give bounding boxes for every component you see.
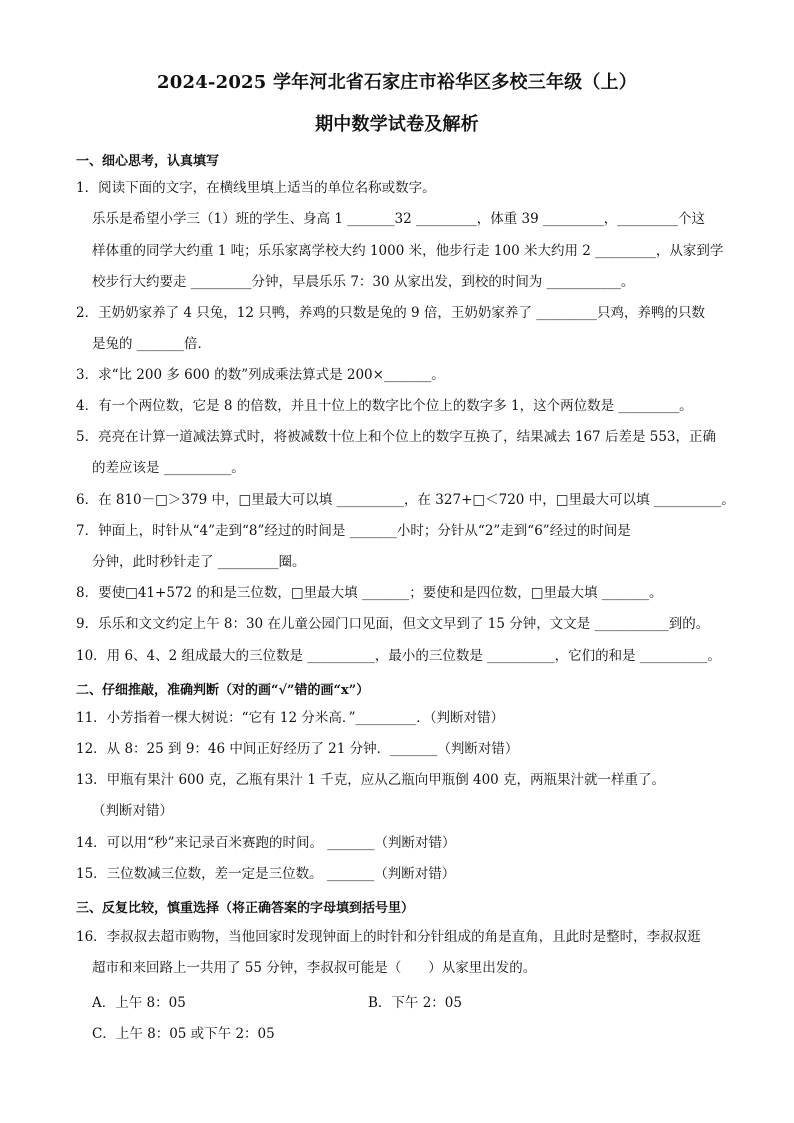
- question-3: 3．求“比 200 多 600 的数”列成乘法算式是 200×_______。: [76, 367, 445, 383]
- exam-title-line2: 期中数学试卷及解析: [315, 114, 479, 135]
- question-8: 8．要使□41+572 的和是三位数，□里最大填 _______；要使和是四位数，□里最大填 _______。: [76, 585, 663, 601]
- question-16-line-2: 超市和来回路上一共用了 55 分钟，李叔叔可能是（ ）从家里出发的。: [92, 960, 537, 976]
- question-7-line-1: 7．钟面上，时针从“4”走到“8”经过的时间是 _______小时；分针从“2”走到“6”经过的时间是: [76, 523, 631, 539]
- question-13-line-2: （判断对错）: [92, 803, 173, 819]
- section-heading-choice: 三、反复比较，慎重选择（将正确答案的字母填到括号里）: [76, 901, 415, 916]
- exam-title-line1: 2024-2025 学年河北省石家庄市裕华区多校三年级（上）: [157, 72, 637, 93]
- question-14: 14．可以用“秒”来记录百米赛跑的时间。 _______（判断对错）: [76, 835, 456, 851]
- question-1-line-1: 1．阅读下面的文字，在横线里填上适当的单位名称或数字。: [76, 180, 436, 196]
- section-heading-judgement: 二、仔细推敲，准确判断（对的画“√”错的画“x”）: [76, 683, 370, 698]
- question-2-line-1: 2．王奶奶家养了 4 只兔，12 只鸭，养鸡的只数是兔的 9 倍，王奶奶家养了 _________只鸡，养鸭的只数: [76, 305, 705, 321]
- section-heading-fill-in: 一、细心思考，认真填写: [76, 154, 220, 169]
- question-16-option-b: B．下午 2：05: [368, 995, 462, 1011]
- question-15: 15．三位数减三位数，差一定是三位数。 _______（判断对错）: [76, 866, 456, 882]
- question-1-line-4: 校步行大约要走 _________分钟，早晨乐乐 7：30 从家出发，到校的时间为 ___________。: [92, 274, 635, 290]
- question-7-line-2: 分钟，此时秒针走了 _________圈。: [92, 554, 306, 570]
- question-9: 9．乐乐和文文约定上午 8：30 在儿童公园门口见面，但文文早到了 15 分钟，文文是 ___________到的。: [76, 616, 710, 632]
- question-16-option-c: C．上午 8：05 或下午 2：05: [92, 1026, 275, 1042]
- question-5-line-1: 5．亮亮在计算一道减法算式时，将被减数十位上和个位上的数字互换了，结果减去 167 后差是 553，正确: [76, 429, 716, 445]
- question-13-line-1: 13．甲瓶有果汁 600 克，乙瓶有果汁 1 千克，应从乙瓶向甲瓶倒 400 克，两瓶果汁就一样重了。: [76, 772, 666, 788]
- question-16-line-1: 16．李叔叔去超市购物，当他回家时发现钟面上的时针和分针组成的角是直角，且此时是整时，李叔叔逛: [76, 929, 701, 945]
- question-16-option-a: A．上午 8：05: [92, 995, 186, 1011]
- question-5-line-2: 的差应该是 __________。: [92, 460, 245, 476]
- question-10: 10．用 6、4、2 组成最大的三位数是 __________，最小的三位数是 __________，它们的和是 __________。: [76, 648, 721, 664]
- question-6: 6．在 810－□＞379 中，□里最大可以填 __________，在 327+□＜720 中，□里最大可以填 __________。: [76, 492, 735, 508]
- question-11: 11．小芳指着一棵大树说：“它有 12 分米高．”_________．（判断对错）: [76, 710, 504, 726]
- question-12: 12．从 8：25 到 9：46 中间正好经历了 21 分钟．_______（判断对错）: [76, 741, 519, 757]
- question-4: 4．有一个两位数，它是 8 的倍数，并且十位上的数字比个位上的数字多 1，这个两位数是 _________。: [76, 398, 693, 414]
- question-1-line-2: 乐乐是希望小学三（1）班的学生、身高 1 _______32 _________，体重 39 _________，_________个这: [92, 211, 705, 227]
- question-1-line-3: 样体重的同学大约重 1 吨；乐乐家离学校大约 1000 米，他步行走 100 米大约用 2 _________，从家到学: [92, 243, 724, 259]
- question-2-line-2: 是兔的 _______倍．: [92, 336, 212, 352]
